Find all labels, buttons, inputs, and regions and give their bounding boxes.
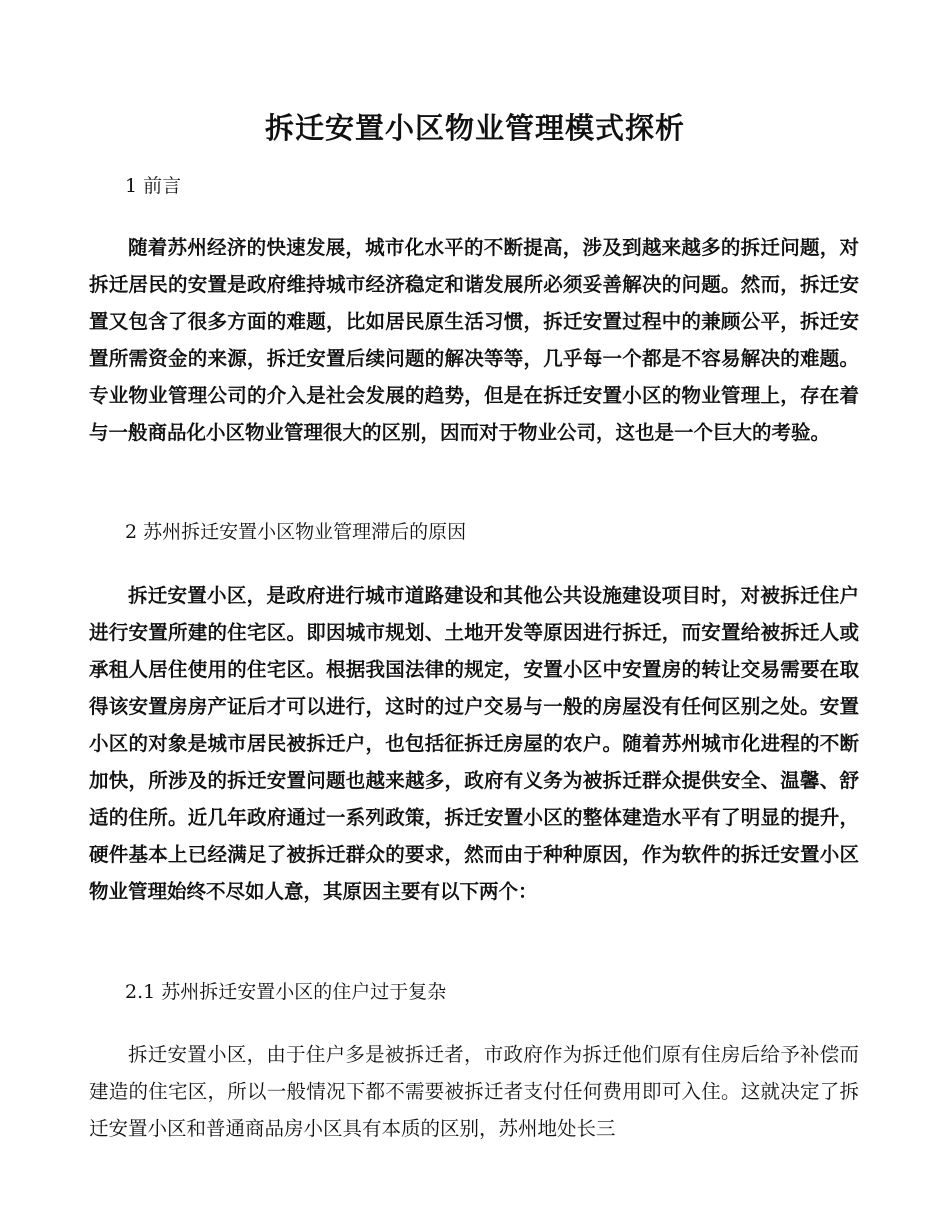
document-title: 拆迁安置小区物业管理模式探析 xyxy=(264,111,685,145)
section-paragraph-3: 拆迁安置小区，由于住户多是被拆迁者，市政府作为拆迁他们原有住房后给予补偿而建造的住宅区，所以一般情况下都不需要被拆迁者支付任何费用即可入住。这就决定了拆迁安置小区和普通商品房小区具有本质的区别，苏州地处长三 xyxy=(89,1043,859,1140)
section-paragraph-1: 随着苏州经济的快速发展，城市化水平的不断提高，涉及到越来越多的拆迁问题，对拆迁居民的安置是政府维持城市经济稳定和谐发展所必须妥善解决的问题。然而，拆迁安置又包含了很多方面的难题，比如居民原生活习惯，拆迁安置过程中的兼顾公平，拆迁安置所需资金的来源，拆迁安置后续问题的解决等等，几乎每一个都是不容易解决的难题。专业物业管理公司的介入是社会发展的趋势，但是在拆迁安置小区的物业管理上，存在着与一般商品化小区物业管理很大的区别，因而对于物业公司，这也是一个巨大的考验。 xyxy=(89,236,859,444)
section-paragraph-2: 拆迁安置小区，是政府进行城市道路建设和其他公共设施建设项目时，对被拆迁住户进行安置所建的住宅区。即因城市规划、土地开发等原因进行拆迁，而安置给被拆迁人或承租人居住使用的住宅区。根据我国法律的规定，安置小区中安置房的转让交易需要在取得该安置房房产证后才可以进行，这时的过户交易与一般的房屋没有任何区别之处。安置小区的对象是城市居民被拆迁户，也包括征拆迁房屋的农户。随着苏州城市化进程的不断加快，所涉及的拆迁安置问题也越来越多，政府有义务为被拆迁群众提供安全、温馨、舒适的住所。近几年政府通过一系列政策，拆迁安置小区的整体建造水平有了明显的提升，硬件基本上已经满足了被拆迁群众的要求，然而由于种种原因，作为软件的拆迁安置小区物业管理始终不尽如人意，其原因主要有以下两个： xyxy=(89,584,859,903)
section-heading-3: 2.1 苏州拆迁安置小区的住户过于复杂 xyxy=(125,981,447,1003)
section-heading-1: 1 前言 xyxy=(125,175,182,197)
section-heading-2: 2 苏州拆迁安置小区物业管理滞后的原因 xyxy=(125,521,467,543)
